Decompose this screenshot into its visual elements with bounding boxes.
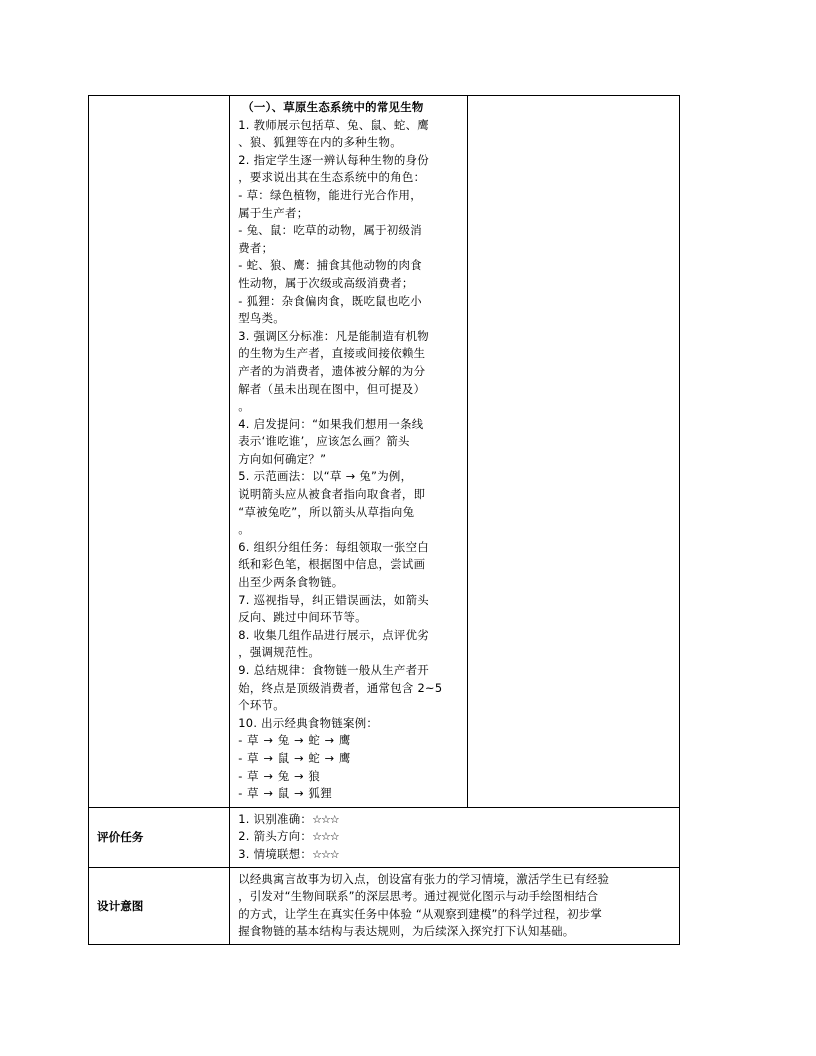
food-chain-line: - 草 → 兔 → 狼 <box>238 768 321 783</box>
design-text-line: 握食物链的基本结构与表达规则，为后续深入探究打下认知基础。 <box>238 924 575 939</box>
star-rating-icon: ☆☆☆ <box>312 830 339 844</box>
step-text-line: 。 <box>238 399 250 414</box>
step-text-line: ，强调规范性。 <box>238 645 321 660</box>
step-text-line: 7. 巡视指导，纠正错误画法，如箭头 <box>238 592 429 607</box>
step-text-line: 始，终点是顶级消费者，通常包含 2~5 <box>238 680 443 695</box>
step-text-line: 的生物为生产者，直接或间接依赖生 <box>238 346 426 361</box>
food-chain-examples <box>238 732 460 802</box>
step-text-line: ，要求说出其在生态系统中的角色： <box>238 170 426 185</box>
step-text-line: 2. 指定学生逐一辨认每种生物的身份 <box>238 152 429 167</box>
evaluation-content-cell <box>230 807 680 867</box>
step-text-line: 型鸟类。 <box>238 311 285 326</box>
lesson-plan-table <box>88 95 680 945</box>
design-text-line: 的方式，让学生在真实任务中体验 “从观察到建模”的科学过程，初步掌 <box>238 906 602 921</box>
food-chain-line: - 草 → 鼠 → 狐狸 <box>238 786 333 801</box>
step-text-line: 6. 组织分组任务：每组领取一张空白 <box>238 539 429 554</box>
step-text-line: 10. 出示经典食物链案例： <box>238 715 379 730</box>
design-content-cell <box>230 867 680 944</box>
activity-steps <box>238 117 460 733</box>
step-text-line: 8. 收集几组作品进行展示，点评优劣 <box>238 627 429 642</box>
step-text-line: 纸和彩色笔，根据图中信息，尝试画 <box>238 557 426 572</box>
step-text-line: 解者（虽未出现在图中，但可提及） <box>238 381 426 396</box>
evaluation-label: 评价任务 <box>89 807 230 867</box>
evaluation-item <box>238 846 673 864</box>
activity-side-cell <box>467 96 679 808</box>
design-intent-text <box>238 871 673 941</box>
section-heading: （一）、草原生态系统中的常见生物 <box>242 100 424 114</box>
evaluation-item <box>238 828 673 846</box>
evaluation-item <box>238 811 673 829</box>
step-text-line: 个环节。 <box>238 698 285 713</box>
step-text-line: - 草：绿色植物，能进行光合作用， <box>238 187 422 202</box>
step-text-line: - 兔、鼠：吃草的动物，属于初级消 <box>238 223 422 238</box>
evaluation-item-label: 1. 识别准确： <box>238 811 313 826</box>
evaluation-item-label: 2. 箭头方向： <box>238 829 313 844</box>
step-text-line: - 蛇、狼、鹰：捕食其他动物的肉食 <box>238 258 422 273</box>
step-text-line: - 狐狸：杂食偏肉食，既吃鼠也吃小 <box>238 293 422 308</box>
design-row <box>89 867 680 944</box>
step-text-line: 1. 教师展示包括草、兔、鼠、蛇、鹰 <box>238 117 429 132</box>
activity-label-cell <box>89 96 230 808</box>
step-text-line: 性动物，属于次级或高级消费者； <box>238 275 414 290</box>
step-text-line: 反向、跳过中间环节等。 <box>238 610 367 625</box>
step-text-line: 5. 示范画法：以“草 → 兔”为例， <box>238 469 413 484</box>
evaluation-items <box>238 811 673 864</box>
step-text-line: 方向如何确定？” <box>238 451 327 466</box>
evaluation-row <box>89 807 680 867</box>
step-text-line: 表示‘谁吃谁’，应该怎么画？箭头 <box>238 434 410 449</box>
evaluation-item-label: 3. 情境联想： <box>238 846 313 861</box>
step-text-line: 费者； <box>238 240 274 255</box>
food-chain-line: - 草 → 兔 → 蛇 → 鹰 <box>238 733 351 748</box>
star-rating-icon: ☆☆☆ <box>312 812 339 826</box>
step-text-line: 、狼、狐狸等在内的多种生物。 <box>238 135 402 150</box>
star-rating-icon: ☆☆☆ <box>312 847 339 861</box>
step-text-line: “草被兔吃”，所以箭头从草指向兔 <box>238 504 415 519</box>
step-text-line: 4. 启发提问：“如果我们想用一条线 <box>238 416 424 431</box>
step-text-line: 9. 总结规律：食物链一般从生产者开 <box>238 663 429 677</box>
food-chain-line: - 草 → 鼠 → 蛇 → 鹰 <box>238 750 351 765</box>
activity-content-cell <box>230 96 467 808</box>
design-label: 设计意图 <box>89 867 230 944</box>
activity-row <box>89 96 680 808</box>
step-text-line: 。 <box>238 522 250 537</box>
step-text-line: 属于生产者； <box>238 205 309 220</box>
step-text-line: 3. 强调区分标准：凡是能制造有机物 <box>238 328 429 343</box>
design-text-line: 以经典寓言故事为切入点，创设富有张力的学习情境，激活学生已有经验 <box>238 871 610 886</box>
step-text-line: 说明箭头应从被食者指向取食者，即 <box>238 487 426 502</box>
design-text-line: ，引发对“生物间联系”的深层思考。通过视觉化图示与动手绘图相结合 <box>238 889 599 904</box>
step-text-line: 产者的为消费者，遗体被分解的为分 <box>238 363 426 378</box>
step-text-line: 出至少两条食物链。 <box>238 575 344 590</box>
